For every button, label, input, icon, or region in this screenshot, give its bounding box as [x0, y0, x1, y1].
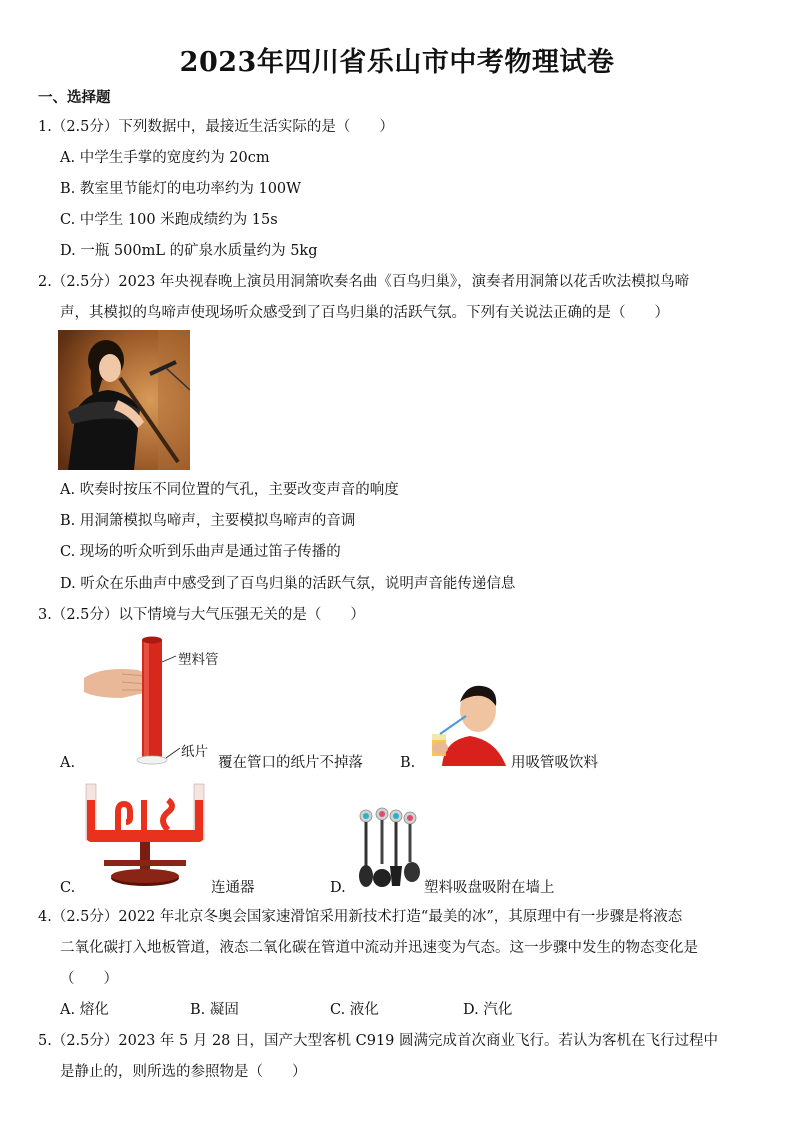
q3-option-a-text: 覆在管口的纸片不掉落 — [218, 755, 363, 771]
q4-option-b[interactable]: B. 凝固 — [190, 1002, 239, 1018]
q4-stem-line2: 二氧化碳打入地板管道，液态二氧化碳在管道中流动并迅速变为气态。这一步骤中发生的物态变化是 — [60, 940, 698, 956]
q3-label-plastic-tube: 塑料管 — [178, 652, 219, 668]
page-title: 2023年四川省乐山市中考物理试卷 — [179, 47, 615, 78]
q3-option-d-text: 塑料吸盘吸附在墙上 — [424, 880, 555, 896]
q3-option-a-letter[interactable]: A. — [60, 755, 76, 771]
q3-c-connected-vessels-illustration — [84, 782, 206, 892]
q1-stem: 1.（2.5分）下列数据中，最接近生活实际的是（ ） — [38, 119, 394, 135]
q3-d-suction-cup-hooks-photo — [352, 806, 424, 892]
section-heading: 一、选择题 — [38, 89, 111, 106]
q3-option-c-letter[interactable]: C. — [60, 880, 76, 896]
q5-stem-line1: 5.（2.5分）2023 年 5 月 28 日，国产大型客机 C919 圆满完成首次商业飞行。若认为客机在飞行过程中 — [38, 1033, 719, 1049]
q4-stem-line1: 4.（2.5分）2022 年北京冬奥会国家速滑馆采用新技术打造“最美的冰”，其原理中有一步骤是将液态 — [38, 909, 683, 925]
q5-stem-line2: 是静止的，则所选的参照物是（ ） — [60, 1064, 307, 1080]
q4-option-c[interactable]: C. 液化 — [330, 1002, 379, 1018]
q1-option-d[interactable]: D. 一瓶 500mL 的矿泉水质量约为 5kg — [60, 243, 318, 259]
q3-option-c-text: 连通器 — [211, 880, 255, 896]
q3-option-b-letter[interactable]: B. — [400, 755, 416, 771]
q3-stem: 3.（2.5分）以下情境与大气压强无关的是（ ） — [38, 607, 365, 623]
q1-option-b[interactable]: B. 教室里节能灯的电功率约为 100W — [60, 181, 302, 197]
q3-option-b-text: 用吸管吸饮料 — [511, 755, 598, 771]
q2-stem-line1: 2.（2.5分）2023 年央视春晚上演员用洞箫吹奏名曲《百鸟归巢》，演奏者用洞箫以花舌吹法模拟鸟啼 — [38, 274, 690, 290]
q1-option-c[interactable]: C. 中学生 100 米跑成绩约为 15s — [60, 212, 278, 228]
q3-option-d-letter[interactable]: D. — [330, 880, 346, 896]
q3-label-paper: 纸片 — [181, 744, 208, 760]
q3-b-boy-drinking-photo — [430, 678, 510, 766]
q2-stem-line2: 声，其模拟的鸟啼声使现场听众感受到了百鸟归巢的活跃气氛。下列有关说法正确的是（ ） — [60, 305, 669, 321]
q4-stem-line3: （ ） — [60, 971, 118, 987]
q2-flute-player-photo — [58, 330, 190, 470]
q2-option-a[interactable]: A. 吹奏时按压不同位置的气孔，主要改变声音的响度 — [60, 482, 399, 498]
q2-option-b[interactable]: B. 用洞箫模拟鸟啼声，主要模拟鸟啼声的音调 — [60, 513, 356, 529]
q4-option-a[interactable]: A. 熔化 — [60, 1002, 109, 1018]
q2-option-d[interactable]: D. 听众在乐曲声中感受到了百鸟归巢的活跃气氛，说明声音能传递信息 — [60, 576, 516, 592]
q4-option-d[interactable]: D. 汽化 — [463, 1002, 513, 1018]
q2-option-c[interactable]: C. 现场的听众听到乐曲声是通过笛子传播的 — [60, 544, 341, 560]
q1-option-a[interactable]: A. 中学生手掌的宽度约为 20cm — [60, 150, 270, 166]
